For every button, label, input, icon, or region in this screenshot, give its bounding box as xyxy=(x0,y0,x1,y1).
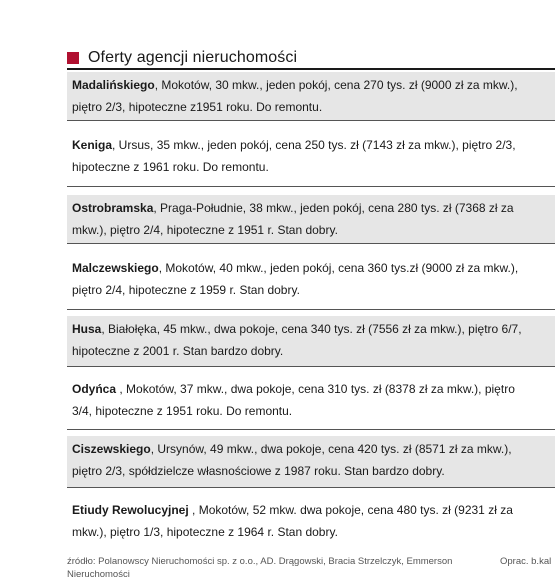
header-accent-square xyxy=(67,52,79,64)
listing-street: Malczewskiego xyxy=(72,261,159,275)
listing-item xyxy=(67,497,555,549)
listing-details: , Mokotów, 30 mkw., jeden pokój, cena 270 tys. zł (9000 zł za mkw.), xyxy=(154,78,518,92)
listing-line-1 xyxy=(72,74,555,96)
listing-details: , Praga-Południe, 38 mkw., jeden pokój, cena 280 tys. zł (7368 zł za xyxy=(153,201,514,215)
section-title: Oferty agencji nieruchomości xyxy=(88,49,298,66)
listing-item xyxy=(67,376,555,430)
listing-details: , Ursynów, 49 mkw., dwa pokoje, cena 420 tys. zł (8571 zł za mkw.), xyxy=(150,442,512,456)
listing-details: , Białołęka, 45 mkw., dwa pokoje, cena 340 tys. zł (7556 zł za mkw.), piętro 6/7, xyxy=(101,322,522,336)
listing-line-1 xyxy=(72,318,555,340)
listing-line-1 xyxy=(72,257,555,279)
section-header xyxy=(67,48,555,70)
listing-street: Keniga xyxy=(72,138,113,152)
listing-line-2: mkw.), piętro 1/3, hipoteczne z 1964 r. Stan dobry. xyxy=(72,525,338,539)
listing-item xyxy=(67,436,555,488)
listing-line-1 xyxy=(72,438,555,460)
listing-street: Ostrobramska xyxy=(72,201,154,215)
listing-street: Madalińskiego xyxy=(72,78,155,92)
listing-line-1 xyxy=(72,134,555,156)
listing-details: , Mokotów, 40 mkw., jeden pokój, cena 360 tys.zł (9000 zł za mkw.), xyxy=(158,261,519,275)
listing-details: , Ursus, 35 mkw., jeden pokój, cena 250 tys. zł (7143 zł za mkw.), piętro 2/3, xyxy=(112,138,516,152)
listing-details: , Mokotów, 37 mkw., dwa pokoje, cena 310 tys. zł (8378 zł za mkw.), piętro xyxy=(116,382,515,396)
listing-line-2: hipoteczne z 2001 r. Stan bardzo dobry. xyxy=(72,344,284,358)
listing-line-2: piętro 2/3, spółdzielcze własnościowe z 1987 roku. Stan bardzo dobry. xyxy=(72,464,445,478)
listing-item xyxy=(67,316,555,367)
listing-line-2: piętro 2/4, hipoteczne z 1959 r. Stan dobry. xyxy=(72,283,300,297)
listing-item xyxy=(67,195,555,244)
listing-item xyxy=(67,255,555,310)
author-credit: Oprac. b.kal xyxy=(500,556,552,567)
listing-line-1 xyxy=(72,499,555,521)
listing-street: Odyńca xyxy=(72,382,117,396)
listing-details: , Mokotów, 52 mkw. dwa pokoje, cena 480 tys. zł (9231 zł za xyxy=(188,503,513,517)
listing-street: Ciszewskiego xyxy=(72,442,151,456)
listing-line-1 xyxy=(72,378,555,400)
listing-street: Husa xyxy=(72,322,102,336)
listing-line-1 xyxy=(72,197,555,219)
listing-line-2: hipoteczne z 1961 roku. Do remontu. xyxy=(72,160,269,174)
listing-line-2: 3/4, hipoteczne z 1951 roku. Do remontu. xyxy=(72,404,293,418)
listing-street: Etiudy Rewolucyjnej xyxy=(72,503,189,517)
listing-line-2: piętro 2/3, hipoteczne z1951 roku. Do remontu. xyxy=(72,100,323,114)
listing-item xyxy=(67,72,555,121)
listing-line-2: mkw.), piętro 2/4, hipoteczne z 1951 r. Stan dobry. xyxy=(72,223,338,237)
listing-item xyxy=(67,132,555,187)
source-note: źródło: Polanowscy Nieruchomości sp. z o.o., AD. Drągowski, Bracia Strzelczyk, Emmerson Nieruchomości xyxy=(67,556,453,580)
